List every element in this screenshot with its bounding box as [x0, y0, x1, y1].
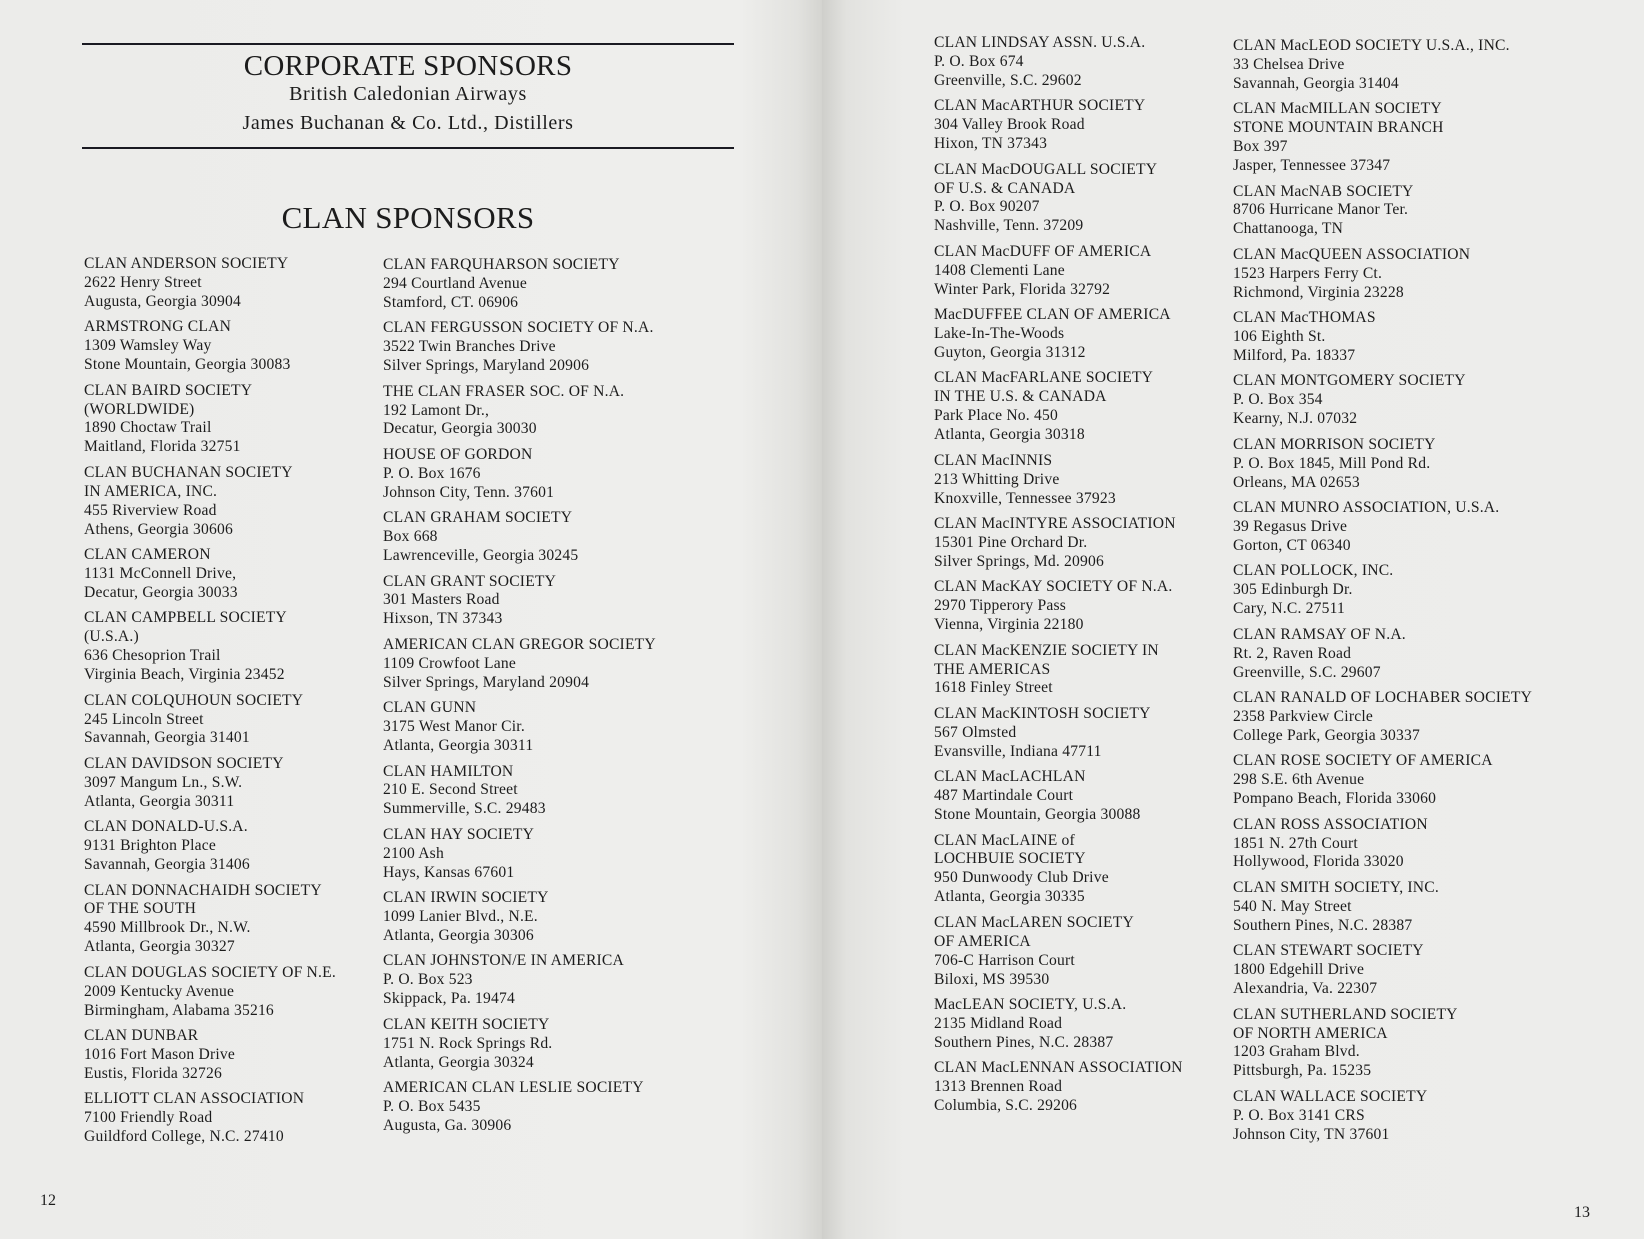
sponsor-name: CLAN MacKENZIE SOCIETY IN	[934, 641, 1159, 659]
sponsor-name: HOUSE OF GORDON	[383, 445, 533, 463]
sponsor-address-line: IN THE U.S. & CANADA	[934, 388, 1107, 406]
sponsor-address-line: (WORLDWIDE)	[84, 400, 195, 418]
sponsor-entry	[84, 546, 336, 603]
sponsor-address-line: Athens, Georgia 30606	[84, 520, 233, 538]
sponsor-name: CLAN MacFARLANE SOCIETY	[934, 369, 1154, 387]
sponsor-address-line: 3522 Twin Branches Drive	[383, 338, 556, 356]
sponsor-name: ELLIOTT CLAN ASSOCIATION	[84, 1090, 305, 1108]
sponsor-name: CLAN MacNAB SOCIETY	[1233, 182, 1414, 200]
sponsor-entry	[84, 1090, 336, 1147]
sponsor-address-line: 304 Valley Brook Road	[934, 116, 1085, 134]
sponsor-entry	[84, 609, 336, 685]
sponsor-address-line: Box 397	[1233, 138, 1288, 156]
sponsor-address-line: P. O. Box 1845, Mill Pond Rd.	[1233, 454, 1431, 472]
sponsor-address-line: 298 S.E. 6th Avenue	[1233, 771, 1365, 789]
sponsor-name: CLAN MacLAREN SOCIETY	[934, 913, 1134, 931]
sponsor-address-line: Kearny, N.J. 07032	[1233, 410, 1358, 428]
sponsor-name: CLAN MacKAY SOCIETY OF N.A.	[934, 578, 1173, 596]
sponsor-name: CLAN MacLACHLAN	[934, 768, 1086, 786]
sponsor-address-line: THE AMERICAS	[934, 660, 1051, 678]
sponsor-column	[1233, 37, 1532, 1151]
sponsor-entry	[934, 452, 1183, 509]
sponsor-address-line: Maitland, Florida 32751	[84, 438, 241, 456]
sponsor-entry	[1233, 942, 1532, 999]
corporate-sponsor: James Buchanan & Co. Ltd., Distillers	[242, 112, 574, 134]
sponsor-address-line: 1851 N. 27th Court	[1233, 834, 1358, 852]
sponsor-address-line: 2135 Midland Road	[934, 1014, 1063, 1032]
sponsor-address-line: Greenville, S.C. 29602	[934, 71, 1082, 89]
sponsor-entry	[383, 256, 656, 313]
sponsor-entry	[383, 636, 656, 693]
sponsor-entry	[84, 755, 336, 812]
sponsor-address-line: 1109 Crowfoot Lane	[383, 654, 516, 672]
sponsor-entry	[1233, 626, 1532, 683]
sponsor-address-line: Chattanooga, TN	[1233, 220, 1344, 238]
sponsor-address-line: Guyton, Georgia 31312	[934, 343, 1086, 361]
sponsor-address-line: 455 Riverview Road	[84, 501, 217, 519]
sponsor-entry	[84, 255, 336, 312]
sponsor-address-line: Atlanta, Georgia 30327	[84, 938, 235, 956]
sponsor-address-line: 3097 Mangum Ln., S.W.	[84, 773, 243, 791]
sponsor-name: AMERICAN CLAN LESLIE SOCIETY	[383, 1079, 644, 1097]
sponsor-address-line: Augusta, Georgia 30904	[84, 292, 241, 310]
sponsor-address-line: P. O. Box 90207	[934, 198, 1040, 216]
sponsor-address-line: Silver Springs, Md. 20906	[934, 552, 1105, 570]
sponsor-address-line: Birmingham, Alabama 35216	[84, 1001, 274, 1019]
sponsor-name: CLAN IRWIN SOCIETY	[383, 889, 549, 907]
sponsor-entry	[84, 382, 336, 458]
sponsor-name: CLAN MacKINTOSH SOCIETY	[934, 704, 1151, 722]
sponsor-entry	[1233, 183, 1532, 240]
sponsor-entry	[934, 515, 1183, 572]
sponsor-address-line: 106 Eighth St.	[1233, 328, 1326, 346]
sponsor-address-line: Silver Springs, Maryland 20906	[383, 357, 590, 375]
sponsor-column	[84, 255, 336, 1154]
sponsor-address-line: Stamford, CT. 06906	[383, 293, 519, 311]
sponsor-name: CLAN MONTGOMERY SOCIETY	[1233, 372, 1466, 390]
sponsor-entry	[383, 383, 656, 440]
sponsor-entry	[84, 964, 336, 1021]
sponsor-name: CLAN BUCHANAN SOCIETY	[84, 463, 293, 481]
sponsor-address-line: 1523 Harpers Ferry Ct.	[1233, 264, 1383, 282]
sponsor-name: CLAN DONNACHAIDH SOCIETY	[84, 881, 322, 899]
sponsor-name: CLAN DOUGLAS SOCIETY OF N.E.	[84, 963, 336, 981]
sponsor-name: CLAN MacDUFF OF AMERICA	[934, 242, 1152, 260]
sponsor-address-line: 305 Edinburgh Dr.	[1233, 581, 1353, 599]
sponsor-name: CLAN SMITH SOCIETY, INC.	[1233, 878, 1439, 896]
sponsor-entry	[1233, 309, 1532, 366]
sponsor-name: CLAN MacDOUGALL SOCIETY	[934, 160, 1158, 178]
sponsor-entry	[383, 446, 656, 503]
sponsor-address-line: 7100 Friendly Road	[84, 1109, 213, 1127]
sponsor-entry	[383, 699, 656, 756]
sponsor-address-line: Eustis, Florida 32726	[84, 1064, 223, 1082]
sponsor-entry	[934, 578, 1183, 635]
sponsor-name: CLAN KEITH SOCIETY	[383, 1015, 550, 1033]
sponsor-address-line: Atlanta, Georgia 30335	[934, 888, 1085, 906]
sponsor-address-line: 636 Chesoprion Trail	[84, 647, 221, 665]
sponsor-address-line: 33 Chelsea Drive	[1233, 55, 1345, 73]
sponsor-name: CLAN MORRISON SOCIETY	[1233, 435, 1436, 453]
sponsor-entry	[1233, 1006, 1532, 1082]
sponsor-name: CLAN ANDERSON SOCIETY	[84, 255, 289, 272]
sponsor-address-line: 1203 Graham Blvd.	[1233, 1043, 1360, 1061]
sponsor-entry	[934, 642, 1183, 699]
sponsor-address-line: 245 Lincoln Street	[84, 710, 204, 728]
sponsor-address-line: 1751 N. Rock Springs Rd.	[383, 1034, 553, 1052]
sponsor-entry	[934, 243, 1183, 300]
sponsor-address-line: 213 Whitting Drive	[934, 470, 1060, 488]
sponsor-name: CLAN FERGUSSON SOCIETY OF N.A.	[383, 319, 654, 337]
sponsor-entry	[934, 1059, 1183, 1116]
sponsor-address-line: 294 Courtland Avenue	[383, 274, 528, 292]
sponsor-address-line: Atlanta, Georgia 30324	[383, 1053, 534, 1071]
sponsor-entry	[383, 1016, 656, 1073]
sponsor-address-line: OF NORTH AMERICA	[1233, 1024, 1388, 1042]
sponsor-address-line: 2358 Parkview Circle	[1233, 707, 1373, 725]
sponsor-entry	[934, 768, 1183, 825]
sponsor-entry	[1233, 689, 1532, 746]
sponsor-address-line: 39 Regasus Drive	[1233, 518, 1348, 535]
sponsor-name: MacDUFFEE CLAN OF AMERICA	[934, 306, 1171, 324]
sponsor-address-line: 301 Masters Road	[383, 591, 500, 609]
sponsor-address-line: 1309 Wamsley Way	[84, 337, 212, 355]
sponsor-address-line: Silver Springs, Maryland 20904	[383, 673, 590, 691]
sponsor-address-line: P. O. Box 523	[383, 971, 473, 989]
sponsor-entry	[934, 996, 1183, 1053]
sponsor-entry	[383, 763, 656, 820]
sponsor-name: CLAN CAMERON	[84, 546, 211, 564]
sponsor-address-line: OF THE SOUTH	[84, 900, 197, 918]
sponsor-name: CLAN STEWART SOCIETY	[1233, 942, 1424, 960]
sponsor-address-line: 540 N. May Street	[1233, 897, 1352, 915]
sponsor-address-line: Johnson City, TN 37601	[1233, 1125, 1390, 1143]
sponsor-address-line: Hollywood, Florida 33020	[1233, 853, 1404, 871]
sponsor-address-line: Hixson, TN 37343	[383, 610, 503, 628]
sponsor-address-line: Milford, Pa. 18337	[1233, 346, 1356, 364]
sponsor-address-line: 1890 Choctaw Trail	[84, 419, 212, 437]
sponsor-address-line: OF U.S. & CANADA	[934, 179, 1076, 197]
sponsor-name: CLAN CAMPBELL SOCIETY	[84, 609, 287, 627]
sponsor-name: CLAN MacLEOD SOCIETY U.S.A., INC.	[1233, 37, 1510, 54]
sponsor-name: CLAN JOHNSTON/E IN AMERICA	[383, 952, 624, 970]
sponsor-name: CLAN COLQUHOUN SOCIETY	[84, 691, 304, 709]
sponsor-entry	[934, 306, 1183, 363]
sponsor-address-line: 2970 Tipperory Pass	[934, 597, 1067, 615]
sponsor-entry	[1233, 372, 1532, 429]
sponsor-entry	[934, 161, 1183, 237]
sponsor-address-line: Cary, N.C. 27511	[1233, 600, 1346, 618]
sponsor-name: CLAN MacINTYRE ASSOCIATION	[934, 515, 1176, 532]
sponsor-address-line: Stone Mountain, Georgia 30088	[934, 806, 1141, 824]
sponsor-address-line: Jasper, Tennessee 37347	[1233, 157, 1391, 175]
sponsor-address-line: Decatur, Georgia 30030	[383, 420, 537, 438]
sponsor-address-line: 706-C Harrison Court	[934, 951, 1075, 969]
sponsor-address-line: Atlanta, Georgia 30311	[84, 792, 235, 810]
sponsor-address-line: Atlanta, Georgia 30311	[383, 737, 534, 754]
sponsor-address-line: 210 E. Second Street	[383, 781, 518, 799]
sponsor-address-line: Box 668	[383, 528, 438, 546]
sponsor-name: CLAN GRAHAM SOCIETY	[383, 509, 573, 527]
sponsor-entry	[1233, 562, 1532, 619]
sponsor-column	[383, 256, 656, 1142]
sponsor-address-line: Decatur, Georgia 30033	[84, 583, 238, 601]
sponsor-address-line: Hixon, TN 37343	[934, 135, 1048, 153]
sponsor-address-line: P. O. Box 674	[934, 52, 1024, 70]
sponsor-address-line: OF AMERICA	[934, 932, 1031, 950]
sponsor-address-line: Biloxi, MS 39530	[934, 970, 1050, 988]
sponsor-entry	[934, 34, 1183, 91]
clan-sponsors-heading: CLAN SPONSORS	[281, 200, 535, 235]
sponsor-address-line: P. O. Box 1676	[383, 464, 481, 482]
sponsor-address-line: Orleans, MA 02653	[1233, 473, 1360, 491]
sponsor-address-line: Augusta, Ga. 30906	[383, 1116, 512, 1134]
sponsor-name: CLAN HAY SOCIETY	[383, 825, 535, 843]
sponsor-address-line: Vienna, Virginia 22180	[934, 616, 1084, 634]
sponsor-address-line: College Park, Georgia 30337	[1233, 726, 1421, 744]
sponsor-entry	[934, 914, 1183, 990]
sponsor-address-line: 1618 Finley Street	[934, 679, 1053, 697]
sponsor-entry	[84, 1027, 336, 1084]
sponsor-entry	[84, 318, 336, 375]
page-number: 12	[40, 1192, 56, 1209]
sponsor-address-line: LOCHBUIE SOCIETY	[934, 850, 1086, 868]
sponsor-entry	[1233, 752, 1532, 809]
sponsor-address-line: 15301 Pine Orchard Dr.	[934, 533, 1088, 551]
sponsor-name: CLAN HAMILTON	[383, 762, 514, 780]
sponsor-address-line: Columbia, S.C. 29206	[934, 1097, 1078, 1115]
sponsor-name: CLAN LINDSAY ASSN. U.S.A.	[934, 34, 1146, 51]
sponsor-entry	[1233, 879, 1532, 936]
sponsor-address-line: Hays, Kansas 67601	[383, 863, 515, 881]
sponsor-address-line: 3175 West Manor Cir.	[383, 718, 525, 736]
top-rule	[82, 43, 734, 45]
sponsor-address-line: Gorton, CT 06340	[1233, 536, 1351, 554]
sponsor-name: CLAN GRANT SOCIETY	[383, 572, 557, 590]
sponsor-address-line: Greenville, S.C. 29607	[1233, 663, 1381, 681]
sponsor-address-line: Stone Mountain, Georgia 30083	[84, 356, 291, 374]
sponsor-address-line: 567 Olmsted	[934, 723, 1017, 741]
sponsor-entry	[1233, 436, 1532, 493]
sponsor-entry	[84, 818, 336, 875]
sponsor-name: ARMSTRONG CLAN	[84, 318, 232, 336]
sponsor-entry	[1233, 100, 1532, 176]
sponsor-address-line: 487 Martindale Court	[934, 787, 1074, 805]
sponsor-address-line: Summerville, S.C. 29483	[383, 800, 546, 818]
sponsor-entry	[383, 573, 656, 630]
sponsor-address-line: 1800 Edgehill Drive	[1233, 961, 1365, 979]
corporate-sponsors-heading: CORPORATE SPONSORS	[243, 50, 573, 82]
sponsor-name: CLAN MacINNIS	[934, 451, 1053, 469]
sponsor-address-line: 9131 Brighton Place	[84, 837, 216, 855]
sponsor-address-line: Evansville, Indiana 47711	[934, 742, 1102, 760]
sponsor-entry	[383, 952, 656, 1009]
sponsor-name: CLAN MacLENNAN ASSOCIATION	[934, 1059, 1183, 1077]
sponsor-address-line: Southern Pines, N.C. 28387	[934, 1033, 1114, 1051]
sponsor-address-line: Savannah, Georgia 31404	[1233, 74, 1399, 92]
sponsor-entry	[1233, 37, 1532, 94]
sponsor-address-line: Atlanta, Georgia 30306	[383, 926, 534, 944]
sponsor-name: AMERICAN CLAN GREGOR SOCIETY	[383, 635, 656, 653]
sponsor-address-line: 1313 Brennen Road	[934, 1078, 1063, 1096]
sponsor-name: CLAN ROSE SOCIETY OF AMERICA	[1233, 752, 1493, 770]
sponsor-address-line: STONE MOUNTAIN BRANCH	[1233, 119, 1444, 137]
sponsor-name: CLAN BAIRD SOCIETY	[84, 381, 253, 399]
sponsor-address-line: Skippack, Pa. 19474	[383, 990, 516, 1008]
sponsor-address-line: Lake-In-The-Woods	[934, 325, 1065, 343]
sponsor-address-line: P. O. Box 354	[1233, 391, 1323, 409]
sponsor-entry	[84, 882, 336, 958]
sponsor-address-line: Savannah, Georgia 31406	[84, 856, 250, 874]
sponsor-entry	[934, 97, 1183, 154]
bottom-rule	[82, 147, 734, 149]
sponsor-entry	[383, 889, 656, 946]
sponsor-address-line: Park Place No. 450	[934, 407, 1058, 425]
right-page	[822, 0, 1644, 1239]
sponsor-entry	[383, 509, 656, 566]
sponsor-address-line: 192 Lamont Dr.,	[383, 401, 490, 419]
sponsor-address-line: 1408 Clementi Lane	[934, 261, 1065, 279]
sponsor-name: CLAN FARQUHARSON SOCIETY	[383, 256, 620, 273]
sponsor-name: CLAN MUNRO ASSOCIATION, U.S.A.	[1233, 499, 1500, 517]
sponsor-address-line: 2009 Kentucky Avenue	[84, 982, 235, 1000]
sponsor-address-line: Johnson City, Tenn. 37601	[383, 483, 555, 501]
sponsor-entry	[1233, 1088, 1532, 1145]
sponsor-name: THE CLAN FRASER SOC. OF N.A.	[383, 382, 625, 400]
sponsor-address-line: Pittsburgh, Pa. 15235	[1233, 1062, 1372, 1080]
sponsor-address-line: Virginia Beach, Virginia 23452	[84, 666, 285, 684]
sponsor-name: CLAN MacTHOMAS	[1233, 309, 1376, 327]
sponsor-address-line: 2100 Ash	[383, 844, 444, 862]
sponsor-address-line: Southern Pines, N.C. 28387	[1233, 916, 1413, 934]
sponsor-address-line: 1016 Fort Mason Drive	[84, 1045, 236, 1063]
corporate-sponsor: British Caledonian Airways	[289, 83, 527, 105]
sponsor-address-line: Rt. 2, Raven Road	[1233, 644, 1352, 662]
sponsor-name: CLAN MacLAINE of	[934, 831, 1075, 849]
sponsor-address-line: Pompano Beach, Florida 33060	[1233, 790, 1437, 808]
page-number: 13	[1574, 1204, 1590, 1221]
sponsor-address-line: 4590 Millbrook Dr., N.W.	[84, 919, 251, 937]
sponsor-name: CLAN RANALD OF LOCHABER SOCIETY	[1233, 689, 1533, 707]
sponsor-address-line: (U.S.A.)	[84, 628, 139, 646]
sponsor-entry	[1233, 816, 1532, 873]
sponsor-address-line: Atlanta, Georgia 30318	[934, 426, 1085, 444]
sponsor-address-line: Knoxville, Tennessee 37923	[934, 489, 1116, 507]
sponsor-address-line: P. O. Box 5435	[383, 1097, 481, 1115]
sponsor-address-line: 1131 McConnell Drive,	[84, 564, 237, 582]
sponsor-address-line: Nashville, Tenn. 37209	[934, 217, 1084, 235]
sponsor-address-line: 8706 Hurricane Manor Ter.	[1233, 201, 1409, 219]
sponsor-entry	[1233, 499, 1532, 556]
sponsor-name: CLAN WALLACE SOCIETY	[1233, 1087, 1428, 1105]
sponsor-column	[934, 34, 1183, 1123]
sponsor-name: CLAN MacMILLAN SOCIETY	[1233, 100, 1442, 118]
sponsor-entry	[934, 369, 1183, 445]
sponsor-entry	[84, 464, 336, 540]
sponsor-name: CLAN SUTHERLAND SOCIETY	[1233, 1005, 1458, 1023]
sponsor-address-line: Lawrenceville, Georgia 30245	[383, 547, 579, 565]
sponsor-name: CLAN RAMSAY OF N.A.	[1233, 625, 1406, 643]
sponsor-address-line: Alexandria, Va. 22307	[1233, 980, 1378, 998]
sponsor-entry	[1233, 246, 1532, 303]
sponsor-name: CLAN POLLOCK, INC.	[1233, 562, 1394, 580]
sponsor-name: CLAN DUNBAR	[84, 1027, 199, 1045]
sponsor-name: CLAN GUNN	[383, 699, 477, 717]
sponsor-name: MacLEAN SOCIETY, U.S.A.	[934, 996, 1127, 1013]
sponsor-address-line: P. O. Box 3141 CRS	[1233, 1106, 1365, 1124]
sponsor-address-line: Winter Park, Florida 32792	[934, 280, 1111, 298]
sponsor-name: CLAN MacQUEEN ASSOCIATION	[1233, 245, 1471, 263]
sponsor-address-line: 2622 Henry Street	[84, 273, 202, 291]
sponsor-address-line: 950 Dunwoody Club Drive	[934, 869, 1109, 887]
sponsor-entry	[84, 692, 336, 749]
sponsor-name: CLAN DONALD-U.S.A.	[84, 818, 248, 836]
sponsor-address-line: Guildford College, N.C. 27410	[84, 1128, 284, 1146]
sponsor-address-line: Savannah, Georgia 31401	[84, 729, 250, 747]
sponsor-address-line: IN AMERICA, INC.	[84, 482, 218, 500]
sponsor-name: CLAN MacARTHUR SOCIETY	[934, 97, 1146, 115]
sponsor-address-line: Richmond, Virginia 23228	[1233, 283, 1404, 301]
sponsor-entry	[383, 826, 656, 883]
sponsor-entry	[383, 319, 656, 376]
sponsor-entry	[383, 1079, 656, 1136]
sponsor-name: CLAN DAVIDSON SOCIETY	[84, 754, 284, 772]
sponsor-entry	[934, 832, 1183, 908]
sponsor-name: CLAN ROSS ASSOCIATION	[1233, 815, 1428, 833]
sponsor-entry	[934, 705, 1183, 762]
sponsor-address-line: 1099 Lanier Blvd., N.E.	[383, 908, 538, 926]
